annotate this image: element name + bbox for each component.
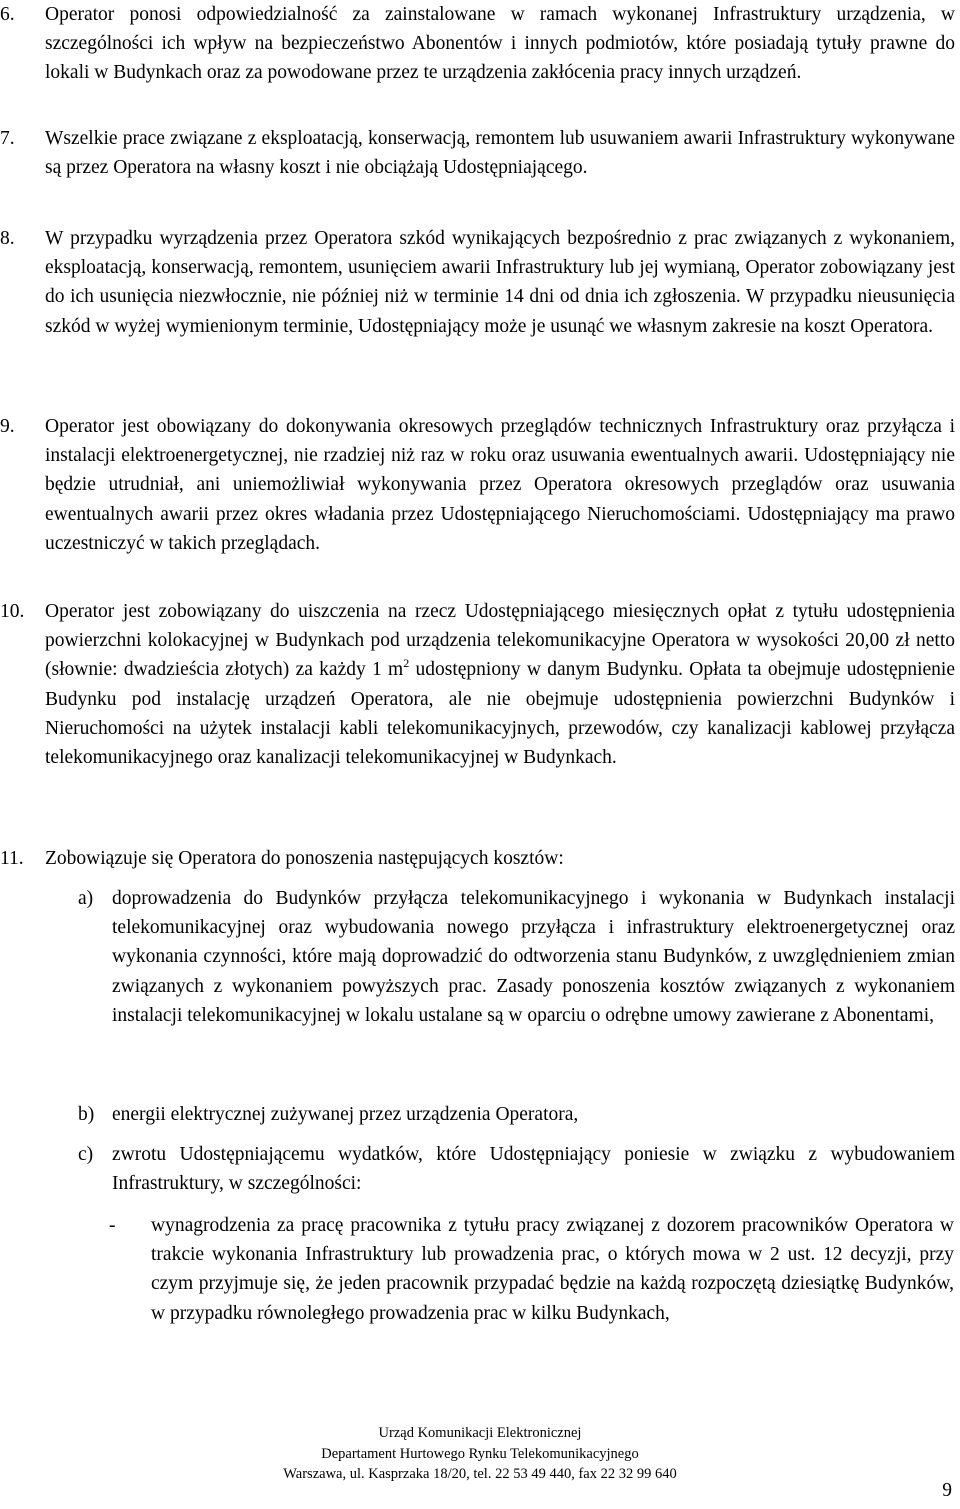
paragraph-text-part1: Operator jest zobowiązany do uiszczenia na rzecz Udostępniającego miesięcznych opłat z tytułu udostępnienia powierzchni kolokacyjnej w Budynkach pod urządzenia telekomunikacyjne Operatora w wysokości 20,00 zł netto (słownie: dwadzieścia złotych) za każdy 1 m xyxy=(45,601,955,681)
subitem-letter: a) xyxy=(78,888,94,909)
subitem-text: doprowadzenia do Budynków przyłącza telekomunikacyjnego i wykonania w Budynkach instalacji telekomunikacyjnej oraz wybudowania nowego przyłącza i infrastruktury elektroenergetycznej oraz wykonania czynności, które mają doprowadzić do odtworzenia stanu Budynków, z uwzględnieniem zmian związanych z wykonaniem powyższych prac. Zasady ponoszenia kosztów związanych z wykonaniem instalacji telekomunikacyjnej w lokalu ustalane są w oparciu o odrębne umowy zawierane z Abonentami, xyxy=(112,888,955,1026)
paragraph-number: 8. xyxy=(0,228,15,249)
paragraph-text: Zobowiązuje się Operatora do ponoszenia następujących kosztów: xyxy=(45,848,564,869)
subitem-b xyxy=(78,1100,955,1129)
subitem-text: energii elektrycznej zużywanej przez urządzenia Operatora, xyxy=(112,1104,579,1125)
subitem-a xyxy=(78,884,955,1030)
paragraph-number: 9. xyxy=(0,416,15,437)
dash-item-text: wynagrodzenia za pracę pracownika z tytułu pracy związanej z dozorem pracowników Operatora w trakcie wykonania Infrastruktury lub prowadzenia prac, o których mowa w 2 ust. 12 decyzji, przy czym przyjmuje się, że jeden pracownik przypadać będzie na każdą rozpoczętą dziesiątkę Budynków, w przypadku równoległego prowadzenia prac w kilku Budynkach, xyxy=(151,1215,954,1324)
paragraph-6 xyxy=(0,0,955,88)
subitem-letter: b) xyxy=(78,1104,95,1125)
paragraph-10 xyxy=(0,597,955,772)
paragraph-number: 7. xyxy=(0,128,15,149)
subitem-c xyxy=(78,1140,955,1198)
paragraph-text: Operator ponosi odpowiedzialność za zainstalowane w ramach wykonanej Infrastruktury urządzenia, w szczególności ich wpływ na bezpieczeństwo Abonentów i innych podmiotów, które posiadają tytuły prawne do lokali w Budynkach oraz za powodowane przez te urządzenia zakłócenia pracy innych urządzeń. xyxy=(45,4,955,84)
page-number: 9 xyxy=(942,1480,952,1501)
paragraph-9 xyxy=(0,412,955,558)
paragraph-text-part2: udostępniony w danym Budynku. Opłata ta obejmuje udostępnienie Budynku pod instalację urządzeń Operatora, ale nie obejmuje udostępnienia powierzchni Budynków i Nieruchomości na użytek instalacji kabli telekomunikacyjnych, przewodów, czy kanalizacji kablowej przyłącza telekomunikacyjnego oraz kanalizacji telekomunikacyjnej w Budynkach. xyxy=(45,659,955,769)
paragraph-11 xyxy=(0,844,955,873)
subitem-letter: c) xyxy=(78,1144,94,1165)
paragraph-8 xyxy=(0,224,955,341)
footer-line-3: Warszawa, ul. Kasprzaka 18/20, tel. 22 53 49 440, fax 22 32 99 640 xyxy=(283,1466,677,1482)
paragraph-number: 11. xyxy=(0,848,24,869)
footer-line-1: Urząd Komunikacji Elektronicznej xyxy=(378,1425,582,1441)
superscript-2: 2 xyxy=(403,656,410,671)
paragraph-text: W przypadku wyrządzenia przez Operatora szkód wynikających bezpośrednio z prac związanych z wykonaniem, eksploatacją, konserwacją, remontem, usunięciem awarii Infrastruktury lub jej wymianą, Operator zobowiązany jest do ich usunięcia niezwłocznie, nie później niż w terminie 14 dni od dnia ich zgłoszenia. W przypadku nieusunięcia szkód w wyżej wymienionym terminie, Udostępniający może je usunąć we własnym zakresie na koszt Operatora. xyxy=(45,228,955,337)
dash-bullet: - xyxy=(109,1215,116,1236)
subitem-text: zwrotu Udostępniającemu wydatków, które Udostępniający poniesie w związku z wybudowaniem Infrastruktury, w szczególności: xyxy=(112,1144,955,1195)
paragraph-number: 10. xyxy=(0,601,25,622)
paragraph-number: 6. xyxy=(0,4,15,25)
paragraph-7 xyxy=(0,124,955,182)
footer-line-2: Departament Hurtowego Rynku Telekomunikacyjnego xyxy=(321,1446,639,1462)
dash-item-wynagrodzenia xyxy=(109,1211,954,1328)
paragraph-text: Operator jest obowiązany do dokonywania okresowych przeglądów technicznych Infrastruktury oraz przyłącza i instalacji elektroenergetycznej, nie rzadziej niż raz w roku oraz usuwania ewentualnych awarii. Udostępniający nie będzie utrudniał, ani uniemożliwiał wykonywania przez Operatora okresowych przeglądów oraz usuwania ewentualnych awarii przez okres władania przez Udostępniającego Nieruchomościami. Udostępniający ma prawo uczestniczyć w takich przeglądach. xyxy=(45,416,955,554)
paragraph-text: Wszelkie prace związane z eksploatacją, konserwacją, remontem lub usuwaniem awarii Infrastruktury wykonywane są przez Operatora na własny koszt i nie obciążają Udostępniającego. xyxy=(45,128,955,179)
